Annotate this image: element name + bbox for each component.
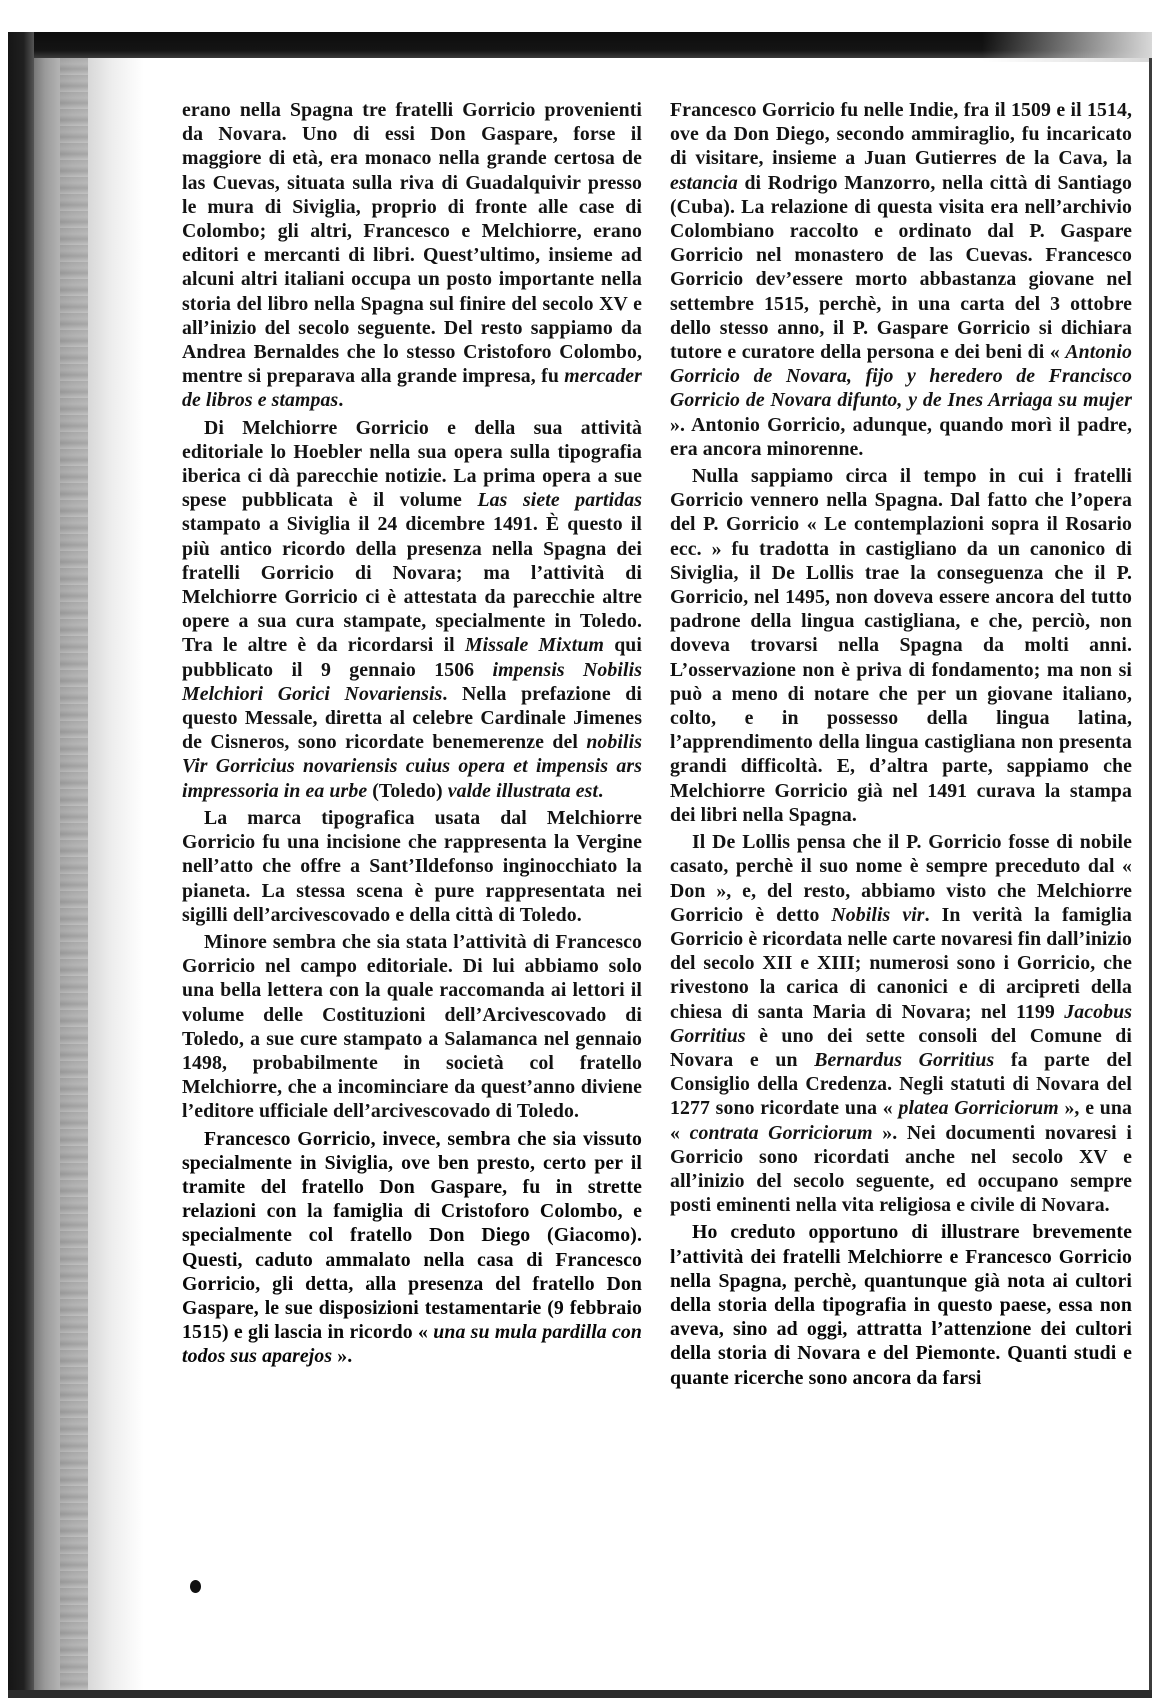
text-run: di Rodrigo Manzorro, nella città di Santiago (Cuba). La relazione di questa visita era nell’archivio Colombiano raccolto e ordinato dal P. Gaspare Gorricio nel monastero de las Cuevas. Francesco Gorricio dev’essere morto abbastanza giovane nel settembre 1515, perchè, in una carta del 3 ottobre dello stesso anno, il P. Gaspare Gorricio si dichiara tutore e curatore della persona e dei beni di « <box>670 171 1132 364</box>
italic-phrase: Missale Mixtum <box>464 634 604 657</box>
text-run: . <box>338 389 344 412</box>
book-page <box>182 98 1140 1688</box>
scan-border-left <box>8 32 34 1696</box>
text-run: qui pubblicato il 9 gennaio 1506 <box>182 634 642 681</box>
italic-phrase: Jacobus Gorritius <box>670 1000 1132 1047</box>
text-run: erano nella Spagna tre fratelli Gorricio provenienti da Novara. Uno di essi Don Gaspare, forse il maggiore di età, era monaco nella grande certosa de las Cuevas, situata sulla riva di Guadalquivir presso le mura di Siviglia, proprio di fronte alle case di Colombo; gli altri, Francesco e Melchiorre, erano editori e mercanti di libri. Quest’ultimo, insieme ad alcuni altri italiani occupa un posto importante nella storia del libro nella Spagna sul finire del secolo XV e all’inizio del secolo seguente. Del resto sappiamo da Andrea Bernaldes che lo stesso Cristoforo Colombo, mentre si preparava alla grande impresa, fu <box>182 99 642 388</box>
paragraph <box>182 806 642 927</box>
text-run: (Toledo) <box>367 779 448 802</box>
text-run: La marca tipografica usata dal Melchiorre Gorricio fu una incisione che rappresenta la Vergine nell’atto che offre a Sant’Ildefonso inginocchiato la pianeta. La stessa scena è pure rappresentata nei sigilli dell’arcivescovado e della città di Toledo. <box>182 806 642 926</box>
right-text-column <box>670 98 1132 1393</box>
paragraph <box>670 98 1132 461</box>
italic-phrase: Las siete partidas <box>477 489 642 512</box>
scan-border-top <box>8 32 1152 58</box>
italic-phrase: valde illustrata est <box>447 779 599 802</box>
text-run: Di Melchiorre Gorricio e della sua attività editoriale lo Hoebler nella sua opera sulla tipografia iberica ci dà parecchie notizie. La prima opera a sue spese pubblicata è il volume <box>182 416 642 512</box>
paragraph <box>670 464 1132 827</box>
italic-phrase: Antonio Gorricio de Novara, fijo y heredero de Francisco Gorricio de Novara difunto, y de Ines Arriaga su mujer <box>670 341 1132 412</box>
text-run: ». <box>332 1345 353 1368</box>
scan-border-bottom <box>8 1690 1152 1698</box>
paragraph <box>670 830 1132 1217</box>
italic-phrase: estancia <box>670 171 738 194</box>
text-run: Ho creduto opportuno di illustrare brevemente l’attività dei fratelli Melchiorre e Francesco Gorricio nella Spagna, perchè, quantunque già nota ai cultori della storia della tipografia in questo paese, essa non aveva, sino ad oggi, attratta l’attenzione dei cultori della storia di Novara e del Piemonte. Quanti studi e quante ricerche sono ancora da farsi <box>670 1221 1132 1389</box>
paragraph <box>182 416 642 803</box>
text-run: Minore sembra che sia stata l’attività di Francesco Gorricio nel campo editoriale. Di lui abbiamo solo una bella lettera con la quale raccomanda ai lettori il volume delle Costituzioni dell’Arcivescovado di Toledo, a sue cure stampato a Salamanca nel gennaio 1498, probabilmente in società col fratello Melchiorre, che a incominciare da quest’anno diviene l’editore ufficiale dell’arcivescovado di Toledo. <box>182 930 642 1123</box>
text-run: Francesco Gorricio, invece, sembra che sia vissuto specialmente in Siviglia, ove ben presto, certo per il tramite del fratello Don Gaspare, fu in strette relazioni con la famiglia di Cristoforo Colombo, e specialmente col fratello Don Diego (Giacomo). Questi, caduto ammalato nella casa di Francesco Gorricio, gli detta, alla presenza del fratello Don Gaspare, le sue disposizioni testamentarie (9 febbraio 1515) e gli lascia in ricordo « <box>182 1127 642 1344</box>
italic-phrase: Nobilis vir <box>831 903 925 926</box>
paragraph <box>182 930 642 1124</box>
italic-phrase: platea Gorriciorum <box>898 1097 1059 1120</box>
scan-border-top-fade <box>982 32 1152 62</box>
text-run: Nulla sappiamo circa il tempo in cui i fratelli Gorricio vennero nella Spagna. Dal fatto che l’opera del P. Gorricio « Le contemplazioni sopra il Rosario ecc. » fu tradotta in castigliano da un canonico di Siviglia, il De Lollis trae la conseguenza che il P. Gorricio, nel 1495, non doveva essere ancora del tutto padrone della lingua castigliana, e che, perciò, non doveva trovarsi nella Spagna da molti anni. L’osservazione non è priva di fondamento; ma non si può a meno di notare che per un giovane italiano, colto, e in possesso della lingua latina, l’apprendimento della lingua castigliana non presenta grandi difficoltà. E, d’altra parte, sappiamo che Melchiorre Gorricio già nel 1491 curava la stampa dei libri nella Spagna. <box>670 465 1132 826</box>
text-run: Francesco Gorricio fu nelle Indie, fra il 1509 e il 1514, ove da Don Diego, secondo ammiraglio, fu incaricato di visitare, insieme a Juan Gutierres de la Cava, la <box>670 99 1132 170</box>
text-run: stampato a Siviglia il 24 dicembre 1491. È questo il più antico ricordo della presenza nella Spagna dei fratelli Gorricio di Novara; ma l’attività di Melchiorre Gorricio ci è attestata da parecchie altre opere a sua cura stampate, specialmente in Toledo. Tra le altre è da ricordarsi il <box>182 513 642 657</box>
paragraph <box>670 1220 1132 1389</box>
text-run: Il De Lollis pensa che il P. Gorricio fosse di nobile casato, perchè il suo nome è sempre preceduto dal « Don », e, del resto, abbiamo visto che Melchiorre Gorricio è detto <box>670 831 1132 926</box>
paragraph <box>182 1127 642 1369</box>
text-run: . <box>598 779 604 802</box>
italic-phrase: impensis Nobilis Melchiori Gorici Novariensis <box>182 658 642 705</box>
text-run: è uno dei sette consoli del Comune di Novara e un <box>670 1024 1132 1071</box>
italic-phrase: mercader de libros e stampas <box>182 365 642 412</box>
binding-gutter-shadow <box>34 58 144 1696</box>
text-run: fa parte del Consiglio della Credenza. Negli statuti di Novara del 1277 sono ricordate una « <box>670 1048 1133 1120</box>
italic-phrase: contrata Gorriciorum <box>689 1121 873 1144</box>
italic-phrase: Bernardus Gorritius <box>814 1048 995 1071</box>
italic-phrase: una su mula pardilla con todos sus aparejos <box>182 1321 642 1368</box>
paragraph <box>182 98 642 413</box>
text-run: . Nella prefazione di questo Messale, diretta al celebre Cardinale Jimenes de Cisneros, sono ricordate benemerenze del <box>182 682 642 754</box>
ink-dot-mark <box>190 1580 201 1593</box>
text-run: », e una « <box>670 1097 1132 1144</box>
italic-phrase: nobilis Vir Gorricius novariensis cuius opera et impensis ars impressoria in ea urbe <box>182 731 642 802</box>
text-run: ». Antonio Gorricio, adunque, quando morì il padre, era ancora minorenne. <box>670 413 1132 460</box>
left-text-column <box>182 98 642 1372</box>
text-run: . In verità la famiglia Gorricio è ricordata nelle carte novaresi fin dall’inizio del secolo XII e XIII; numerosi sono i Gorricio, che rivestono la carica di canonici e di arcipreti della chiesa di santa Maria di Novara; nel 1199 <box>670 903 1132 1023</box>
binding-gutter-streak <box>60 58 88 1696</box>
text-run: ». Nei documenti novaresi i Gorricio sono ricordati anche nel secolo XV e all’inizio del secolo seguente, ed occupano sempre posti eminenti nella vita religiosa e civile di Novara. <box>670 1121 1132 1217</box>
